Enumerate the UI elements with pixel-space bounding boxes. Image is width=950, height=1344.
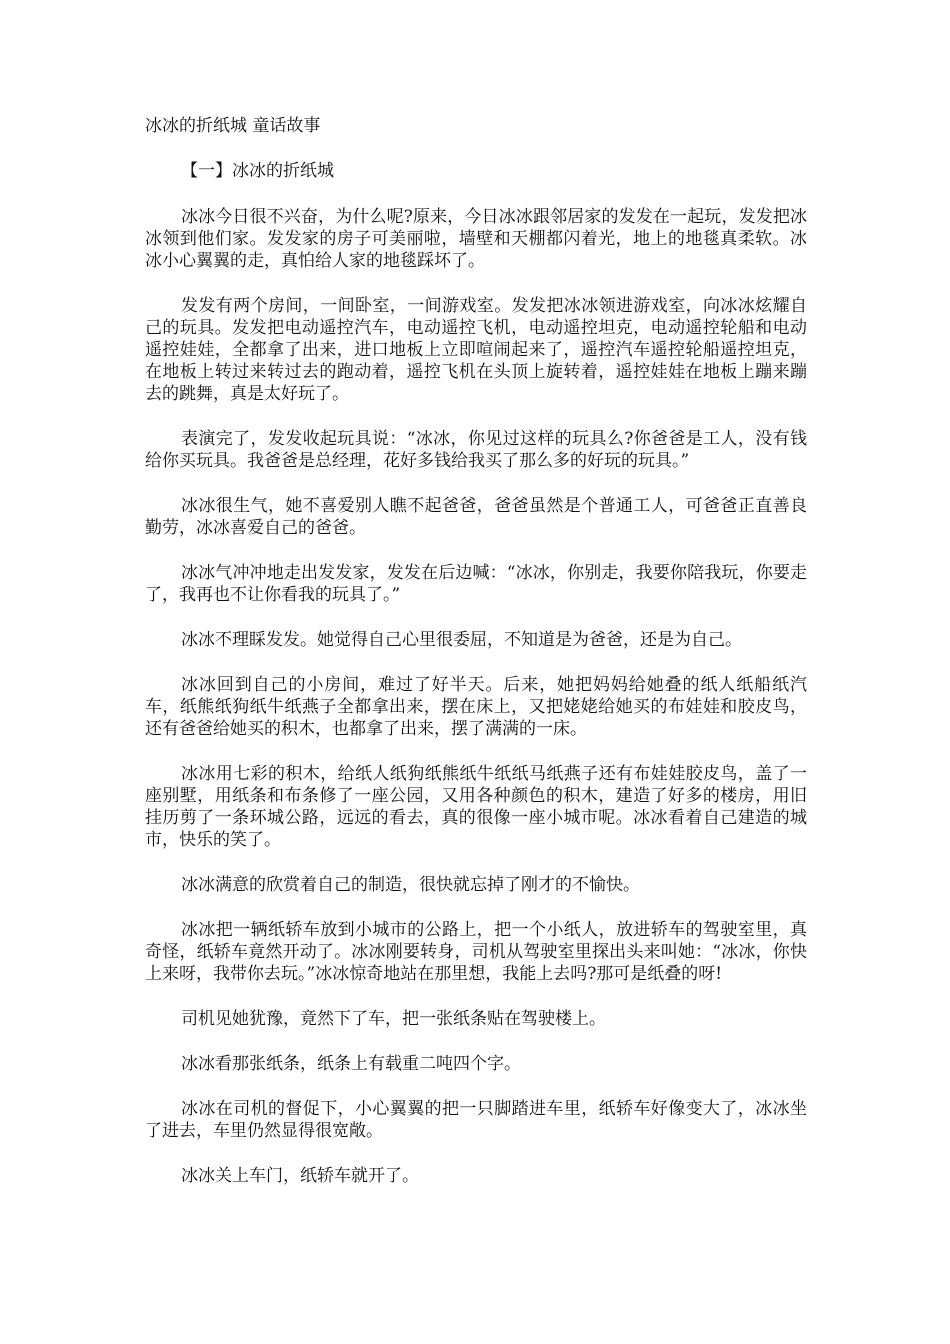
section-heading: 【一】冰冰的折纸城 bbox=[181, 161, 334, 181]
paragraph-10: 冰冰把一辆纸轿车放到小城市的公路上，把一个小纸人，放进轿车的驾驶室里，真奇怪，纸轿车竟然开动了。冰冰刚要转身，司机从驾驶室里探出头来叫她：“冰冰，你快上来呀，我带你去玩。”冰冰惊奇地站在那里想，我能上去吗?那可是纸叠的呀! bbox=[145, 920, 807, 984]
document-title: 冰冰的折纸城 童话故事 bbox=[145, 116, 321, 136]
paragraph-1: 冰冰今日很不兴奋，为什么呢?原来，今日冰冰跟邻居家的发发在一起玩，发发把冰冰领到他们家。发发家的房子可美丽啦，墙壁和天棚都闪着光，地上的地毯真柔软。冰冰小心翼翼的走，真怕给人家的地毯踩坏了。 bbox=[145, 207, 807, 271]
paragraph-13: 冰冰在司机的督促下，小心翼翼的把一只脚踏进车里，纸轿车好像变大了，冰冰坐了进去，车里仍然显得很宽敞。 bbox=[145, 1099, 807, 1141]
paragraph-14: 冰冰关上车门，纸轿车就开了。 bbox=[181, 1166, 419, 1186]
paragraph-2: 发发有两个房间，一间卧室，一间游戏室。发发把冰冰领进游戏室，向冰冰炫耀自己的玩具。发发把电动遥控汽车，电动遥控飞机，电动遥控坦克，电动遥控轮船和电动遥控娃娃，全都拿了出来，进口地板上立即喧闹起来了，遥控汽车遥控轮船遥控坦克，在地板上转过来转过去的跑动着，遥控飞机在头顶上旋转着，遥控娃娃在地板上蹦来蹦去的跳舞，真是太好玩了。 bbox=[145, 296, 807, 404]
paragraph-11: 司机见她犹豫，竟然下了车，把一张纸条贴在驾驶楼上。 bbox=[181, 1009, 606, 1029]
paragraph-12: 冰冰看那张纸条，纸条上有载重二吨四个字。 bbox=[181, 1054, 521, 1074]
paragraph-3: 表演完了，发发收起玩具说：“冰冰，你见过这样的玩具么?你爸爸是工人，没有钱给你买玩具。我爸爸是总经理，花好多钱给我买了那么多的好玩的玩具。” bbox=[145, 429, 807, 471]
paragraph-6: 冰冰不理睬发发。她觉得自己心里很委屈，不知道是为爸爸，还是为自己。 bbox=[181, 630, 742, 650]
paragraph-5: 冰冰气冲冲地走出发发家，发发在后边喊：“冰冰，你别走，我要你陪我玩，你要走了，我再也不让你看我的玩具了。” bbox=[145, 563, 807, 605]
paragraph-8: 冰冰用七彩的积木，给纸人纸狗纸熊纸牛纸纸马纸燕子还有布娃娃胶皮鸟，盖了一座别墅，用纸条和布条修了一座公园，又用各种颜色的积木，建造了好多的楼房，用旧挂历剪了一条环城公路，远远的看去，真的很像一座小城市呢。冰冰看着自己建造的城市，快乐的笑了。 bbox=[145, 764, 807, 850]
paragraph-7: 冰冰回到自己的小房间，难过了好半天。后来，她把妈妈给她叠的纸人纸船纸汽车，纸熊纸狗纸牛纸燕子全都拿出来，摆在床上，又把姥姥给她买的布娃娃和胶皮鸟，还有爸爸给她买的积木，也都拿了出来，摆了满满的一床。 bbox=[145, 675, 807, 739]
paragraph-4: 冰冰很生气，她不喜爱别人瞧不起爸爸，爸爸虽然是个普通工人，可爸爸正直善良勤劳，冰冰喜爱自己的爸爸。 bbox=[145, 496, 807, 538]
story-body bbox=[145, 206, 807, 1210]
paragraph-9: 冰冰满意的欣赏着自己的制造，很快就忘掉了刚才的不愉快。 bbox=[181, 875, 640, 895]
